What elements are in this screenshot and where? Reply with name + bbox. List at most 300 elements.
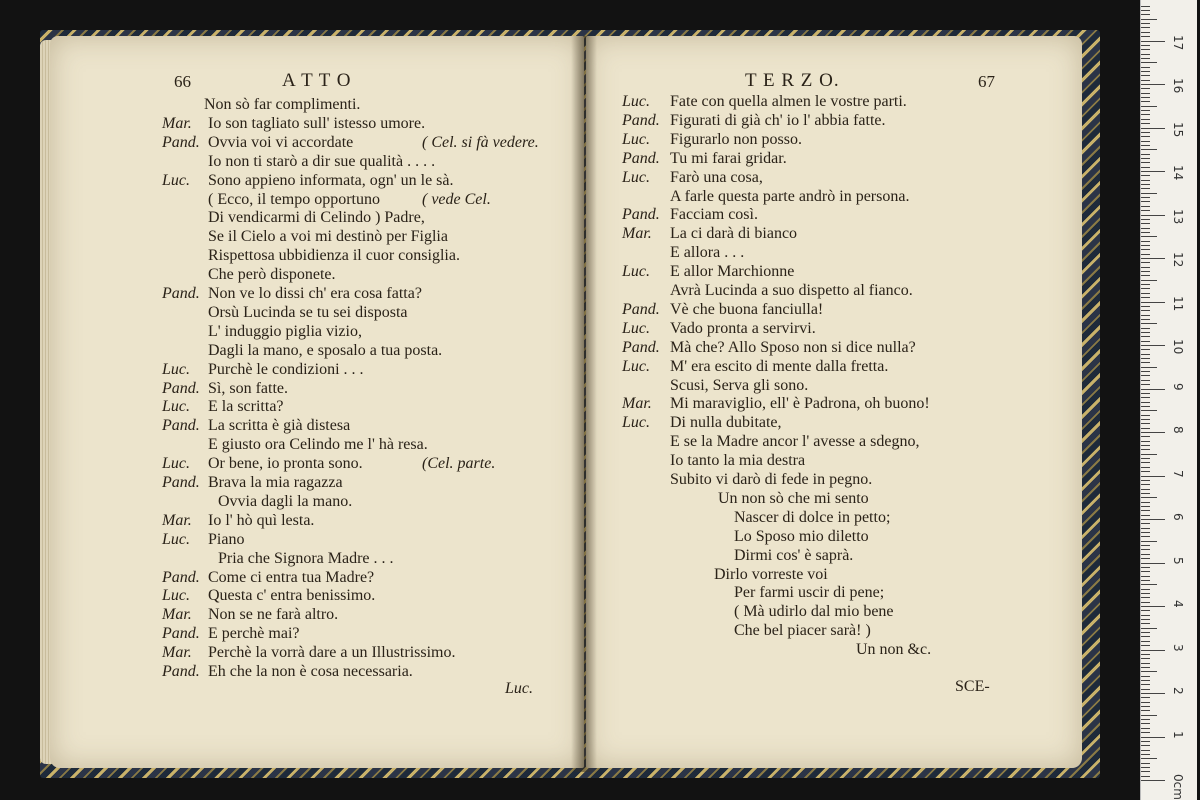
text-line: [622, 224, 797, 243]
speaker-name: Luc.: [162, 530, 190, 548]
ruler-number: 10: [1171, 339, 1185, 355]
ruler-tick: [1141, 589, 1150, 590]
text-line: [670, 432, 919, 451]
text-line: [622, 413, 782, 432]
ruler-tick: [1141, 428, 1150, 429]
speaker-name: Pand.: [622, 149, 660, 167]
ruler-tick: [1141, 763, 1150, 764]
ruler-tick: [1141, 354, 1150, 355]
ruler-tick: [1141, 45, 1150, 46]
text-line: [734, 583, 884, 602]
ruler-tick: [1141, 454, 1157, 455]
speaker-name: Mar.: [162, 114, 192, 132]
verse-text: E perchè mai?: [208, 625, 300, 643]
text-line: [208, 435, 428, 454]
text-line: [162, 643, 455, 662]
ruler-tick: [1141, 19, 1157, 20]
verse-text: Mi maraviglio, ell' è Padrona, oh buono!: [670, 395, 930, 413]
verse-text: Non se ne farà altro.: [208, 606, 339, 624]
speaker-name: Luc.: [622, 357, 650, 375]
ruler-tick: [1141, 188, 1150, 189]
ruler-tick: [1141, 497, 1157, 498]
text-line: [208, 227, 448, 246]
ruler-tick: [1141, 384, 1150, 385]
speaker-name: Luc.: [162, 360, 190, 378]
verse-text: Io tanto la mia destra: [670, 452, 806, 470]
left-catchword: Luc.: [505, 680, 533, 697]
text-line: [218, 492, 352, 511]
ruler-tick: [1141, 223, 1150, 224]
ruler-tick: [1141, 332, 1150, 333]
ruler-tick: [1141, 567, 1150, 568]
ruler-tick: [1141, 702, 1150, 703]
text-line: [162, 114, 425, 133]
ruler-tick: [1141, 75, 1150, 76]
verse-text: Fate con quella almen le vostre parti.: [670, 93, 907, 110]
ruler-number: 11: [1171, 295, 1185, 311]
ruler-tick: [1141, 489, 1150, 490]
ruler-tick: [1141, 671, 1157, 672]
speaker-name: Mar.: [622, 395, 652, 413]
verse-text: Che bel piacer sarà! ): [734, 622, 871, 640]
ruler-tick: [1141, 528, 1150, 529]
speaker-name: Luc.: [622, 263, 650, 281]
ruler-tick: [1141, 193, 1157, 194]
ruler-tick: [1141, 576, 1150, 577]
ruler-tick: [1141, 393, 1150, 394]
ruler-tick: [1141, 132, 1150, 133]
text-line: [204, 95, 360, 114]
ruler-tick: [1141, 506, 1150, 507]
text-line: [670, 281, 913, 300]
verse-text: Mà che? Allo Sposo non si dice nulla?: [670, 338, 916, 356]
speaker-name: Pand.: [622, 300, 660, 318]
ruler-number: 5: [1171, 556, 1185, 565]
left-page-number: 66: [174, 72, 191, 91]
speaker-name: Luc.: [622, 130, 650, 148]
ruler-tick: [1141, 215, 1165, 216]
ruler-tick: [1141, 180, 1150, 181]
ruler-tick: [1141, 310, 1150, 311]
ruler-tick: [1141, 128, 1165, 129]
ruler-tick: [1141, 119, 1150, 120]
verse-text: Di nulla dubitate,: [670, 414, 782, 432]
ruler-tick: [1141, 23, 1150, 24]
ruler-tick: [1141, 210, 1150, 211]
ruler-tick: [1141, 162, 1150, 163]
ruler-tick: [1141, 275, 1150, 276]
verse-text: Di vendicarmi di Celindo ) Padre,: [208, 209, 425, 227]
verse-text: A farle questa parte andrò in persona.: [670, 187, 910, 205]
ruler-number: 7: [1171, 469, 1185, 478]
text-line: [208, 152, 435, 171]
text-line: [714, 565, 828, 584]
ruler-tick: [1141, 267, 1150, 268]
ruler-tick: [1141, 697, 1150, 698]
ruler-number: 0cm: [1171, 774, 1185, 800]
speaker-name: Pand.: [622, 206, 660, 224]
ruler-tick: [1141, 341, 1150, 342]
ruler-tick: [1141, 458, 1150, 459]
ruler-tick: [1141, 480, 1150, 481]
ruler-tick: [1141, 97, 1150, 98]
verse-text: Piano: [208, 530, 245, 548]
ruler-tick: [1141, 27, 1150, 28]
text-line: [208, 208, 425, 227]
ruler-tick: [1141, 445, 1150, 446]
speaker-name: Mar.: [622, 225, 652, 243]
ruler-tick: [1141, 345, 1165, 346]
ruler-tick: [1141, 10, 1150, 11]
verse-text: L' induggio piglia vizio,: [208, 322, 362, 340]
verse-text: Non sò far complimenti.: [204, 96, 361, 113]
ruler-tick: [1141, 693, 1165, 694]
ruler-tick: [1141, 536, 1150, 537]
verse-text: La ci darà di bianco: [670, 225, 798, 243]
ruler-tick: [1141, 676, 1150, 677]
text-line: [162, 511, 314, 530]
ruler-tick: [1141, 315, 1150, 316]
ruler-number: 9: [1171, 382, 1185, 391]
text-line: [734, 527, 869, 546]
speaker-name: Pand.: [162, 417, 200, 435]
book-gutter: [571, 36, 597, 772]
verse-text: Dirlo vorreste voi: [714, 565, 828, 583]
verse-text: Rispettosa ubbidienza il cuor consiglia.: [208, 247, 460, 265]
ruler-tick: [1141, 184, 1150, 185]
stage-direction: ( vede Cel.: [422, 190, 491, 208]
verse-text: Or bene, io pronta sono.: [208, 455, 363, 473]
ruler-tick: [1141, 288, 1150, 289]
verse-text: Io son tagliato sull' istesso umore.: [208, 114, 426, 132]
ruler-tick: [1141, 667, 1150, 668]
ruler-tick: [1141, 201, 1150, 202]
text-line: [208, 303, 408, 322]
ruler-tick: [1141, 362, 1150, 363]
ruler-tick: [1141, 549, 1150, 550]
verse-text: Che però disponete.: [208, 266, 336, 284]
verse-text: E se la Madre ancor l' avesse a sdegno,: [670, 433, 920, 451]
verse-text: Per farmi uscir di pene;: [734, 584, 885, 602]
ruler-tick: [1141, 467, 1150, 468]
ruler-tick: [1141, 80, 1150, 81]
verse-text: Perchè la vorrà dare a un Illustrissimo.: [208, 644, 456, 662]
ruler-tick: [1141, 323, 1157, 324]
verse-text: Purchè le condizioni . . .: [208, 360, 364, 378]
speaker-name: Luc.: [162, 455, 190, 473]
ruler-tick: [1141, 58, 1150, 59]
text-line: [162, 171, 454, 190]
ruler-tick: [1141, 389, 1165, 390]
text-line: [208, 322, 362, 341]
verse-text: Se il Cielo a voi mi destinò per Figlia: [208, 228, 448, 246]
ruler-number: 1: [1171, 730, 1185, 739]
text-line: [162, 473, 343, 492]
verse-text: La scritta è già distesa: [208, 417, 351, 435]
text-line: [718, 489, 869, 508]
ruler-tick: [1141, 319, 1150, 320]
text-line: [208, 190, 380, 209]
text-line: [622, 262, 794, 281]
verse-text: E la scritta?: [208, 398, 284, 416]
ruler-tick: [1141, 419, 1150, 420]
ruler-tick: [1141, 36, 1150, 37]
verse-text: Tu mi farai gridar.: [670, 149, 787, 167]
verse-text: Vado pronta a servirvi.: [670, 319, 816, 337]
ruler-tick: [1141, 706, 1150, 707]
ruler-number: 3: [1171, 643, 1185, 652]
ruler-tick: [1141, 197, 1150, 198]
ruler-tick: [1141, 293, 1150, 294]
speaker-name: Pand.: [162, 663, 200, 680]
ruler-tick: [1141, 114, 1150, 115]
verse-text: Questa c' entra benissimo.: [208, 587, 376, 605]
text-line: [670, 243, 744, 262]
ruler-tick: [1141, 371, 1150, 372]
speaker-name: Pand.: [162, 379, 200, 397]
right-running-head: T E R Z O.: [745, 70, 840, 91]
verse-text: ( Mà udirlo dal mio bene: [734, 603, 894, 621]
ruler-tick: [1141, 484, 1150, 485]
text-line: [162, 360, 364, 379]
ruler-tick: [1141, 302, 1165, 303]
speaker-name: Pand.: [162, 133, 200, 151]
ruler-tick: [1141, 154, 1150, 155]
speaker-name: Pand.: [162, 474, 200, 491]
ruler-tick: [1141, 741, 1150, 742]
verse-text: Non ve lo dissi ch' era cosa fatta?: [208, 285, 422, 302]
text-line: [622, 357, 888, 376]
ruler-tick: [1141, 515, 1150, 516]
ruler-tick: [1141, 280, 1157, 281]
ruler-tick: [1141, 397, 1150, 398]
ruler-tick: [1141, 493, 1150, 494]
verse-text: Dirmi cos' è saprà.: [734, 546, 854, 564]
ruler-tick: [1141, 123, 1150, 124]
stage-direction: (Cel. parte.: [422, 455, 496, 473]
ruler-tick: [1141, 750, 1150, 751]
ruler-tick: [1141, 410, 1157, 411]
ruler-tick: [1141, 619, 1150, 620]
verse-text: Sono appieno informata, ogn' un le sà.: [208, 171, 454, 189]
text-line: [162, 284, 422, 303]
ruler-tick: [1141, 767, 1150, 768]
text-line: [670, 451, 805, 470]
ruler-tick: [1141, 610, 1150, 611]
ruler-tick: [1141, 502, 1150, 503]
ruler-tick: [1141, 471, 1150, 472]
ruler-tick: [1141, 54, 1150, 55]
ruler-tick: [1141, 710, 1150, 711]
ruler-tick: [1141, 650, 1165, 651]
ruler-tick: [1141, 228, 1150, 229]
ruler-tick: [1141, 723, 1150, 724]
ruler-number: 6: [1171, 513, 1185, 521]
ruler-tick: [1141, 732, 1150, 733]
ruler-number: 2: [1171, 687, 1185, 695]
ruler-tick: [1141, 406, 1150, 407]
ruler-number: 17: [1171, 34, 1185, 50]
ruler-tick: [1141, 367, 1157, 368]
text-line: [162, 133, 353, 152]
ruler-tick: [1141, 232, 1150, 233]
ruler-tick: [1141, 49, 1150, 50]
ruler-tick: [1141, 715, 1157, 716]
ruler-tick: [1141, 663, 1150, 664]
ruler-tick: [1141, 728, 1150, 729]
measuring-ruler: [1140, 0, 1197, 800]
verse-text: Come ci entra tua Madre?: [208, 568, 375, 586]
ruler-tick: [1141, 41, 1165, 42]
ruler-tick: [1141, 519, 1165, 520]
verse-text: E allora . . .: [670, 244, 745, 262]
speaker-name: Pand.: [162, 568, 200, 586]
text-line: [162, 530, 244, 549]
text-line: [208, 246, 460, 265]
ruler-tick: [1141, 684, 1150, 685]
ruler-tick: [1141, 84, 1165, 85]
verse-text: E giusto ora Celindo me l' hà resa.: [208, 436, 428, 454]
verse-text: Farò una cosa,: [670, 168, 763, 186]
ruler-tick: [1141, 336, 1150, 337]
speaker-name: Luc.: [622, 168, 650, 186]
verse-text: Ovvia dagli la mano.: [218, 492, 353, 510]
ruler-tick: [1141, 136, 1150, 137]
ruler-tick: [1141, 580, 1150, 581]
text-line: [622, 319, 816, 338]
text-line: [162, 605, 338, 624]
ruler-tick: [1141, 88, 1150, 89]
stage-direction: ( Cel. si fà vedere.: [422, 133, 539, 151]
text-line: [162, 454, 363, 473]
ruler-tick: [1141, 249, 1150, 250]
ruler-tick: [1141, 541, 1157, 542]
speaker-name: Luc.: [622, 93, 650, 110]
ruler-tick: [1141, 67, 1150, 68]
text-line: [162, 568, 374, 587]
ruler-tick: [1141, 328, 1150, 329]
ruler-tick: [1141, 297, 1150, 298]
ruler-tick: [1141, 771, 1150, 772]
ruler-tick: [1141, 284, 1150, 285]
ruler-tick: [1141, 593, 1150, 594]
text-line: [622, 394, 930, 413]
ruler-tick: [1141, 623, 1150, 624]
verse-text: Vè che buona fanciulla!: [670, 300, 824, 318]
text-line: [734, 508, 890, 527]
verse-text: Facciam così.: [670, 206, 758, 224]
verse-text: Lo Sposo mio diletto: [734, 527, 869, 545]
ruler-tick: [1141, 158, 1150, 159]
verse-text: ( Ecco, il tempo opportuno: [208, 190, 380, 208]
ruler-tick: [1141, 432, 1165, 433]
ruler-tick: [1141, 628, 1157, 629]
ruler-tick: [1141, 349, 1150, 350]
ruler-tick: [1141, 658, 1150, 659]
ruler-tick: [1141, 32, 1150, 33]
verse-text: Io non ti starò a dir sue qualità . . . .: [208, 152, 436, 170]
text-line: [162, 379, 288, 398]
ruler-tick: [1141, 441, 1150, 442]
ruler-tick: [1141, 636, 1150, 637]
text-line: [162, 586, 375, 605]
speaker-name: Pand.: [622, 338, 660, 356]
ruler-tick: [1141, 462, 1150, 463]
ruler-tick: [1141, 449, 1150, 450]
speaker-name: Luc.: [622, 319, 650, 337]
ruler-tick: [1141, 14, 1150, 15]
ruler-tick: [1141, 306, 1150, 307]
ruler-tick: [1141, 606, 1165, 607]
ruler-tick: [1141, 545, 1150, 546]
ruler-tick: [1141, 110, 1150, 111]
ruler-tick: [1141, 689, 1150, 690]
speaker-name: Pand.: [162, 625, 200, 643]
left-running-head: A T T O: [282, 70, 352, 91]
text-line: [218, 549, 394, 568]
ruler-tick: [1141, 415, 1150, 416]
text-line: [734, 621, 871, 640]
ruler-tick: [1141, 554, 1150, 555]
ruler-tick: [1141, 776, 1150, 777]
speaker-name: Luc.: [162, 171, 190, 189]
text-line: [734, 602, 894, 621]
text-line: [622, 92, 907, 111]
ruler-tick: [1141, 780, 1165, 781]
ruler-tick: [1141, 175, 1150, 176]
ruler-tick: [1141, 258, 1165, 259]
ruler-tick: [1141, 375, 1150, 376]
ruler-tick: [1141, 737, 1165, 738]
ruler-tick: [1141, 584, 1157, 585]
verse-text: M' era escito di mente dalla fretta.: [670, 357, 889, 375]
ruler-tick: [1141, 62, 1157, 63]
verse-text: Ovvia voi vi accordate: [208, 133, 354, 151]
text-line: [670, 470, 872, 489]
text-line: [622, 168, 763, 187]
ruler-number: 8: [1171, 426, 1185, 434]
text-line: [670, 187, 909, 206]
text-line: [162, 416, 350, 435]
ruler-tick: [1141, 402, 1150, 403]
text-line: [162, 624, 300, 643]
ruler-tick: [1141, 615, 1150, 616]
ruler-tick: [1141, 271, 1150, 272]
ruler-number: 4: [1171, 600, 1185, 608]
verse-text: Scusi, Serva gli sono.: [670, 376, 809, 394]
speaker-name: Luc.: [622, 414, 650, 432]
ruler-tick: [1141, 245, 1150, 246]
ruler-tick: [1141, 745, 1150, 746]
text-line: [162, 397, 284, 416]
text-line: [622, 205, 758, 224]
ruler-number: 13: [1171, 208, 1185, 224]
verse-text: Un non &c.: [856, 641, 932, 659]
ruler-tick: [1141, 6, 1150, 7]
ruler-tick: [1141, 523, 1150, 524]
ruler-number: 14: [1171, 165, 1185, 181]
ruler-tick: [1141, 532, 1150, 533]
verse-text: Nascer di dolce in petto;: [734, 508, 891, 526]
ruler-tick: [1141, 171, 1165, 172]
verse-text: Sì, son fatte.: [208, 379, 288, 397]
ruler-tick: [1141, 754, 1150, 755]
text-line: [622, 300, 823, 319]
text-line: [622, 338, 916, 357]
speaker-name: Pand.: [622, 111, 660, 129]
verse-text: Io l' hò quì lesta.: [208, 511, 315, 529]
ruler-tick: [1141, 206, 1150, 207]
